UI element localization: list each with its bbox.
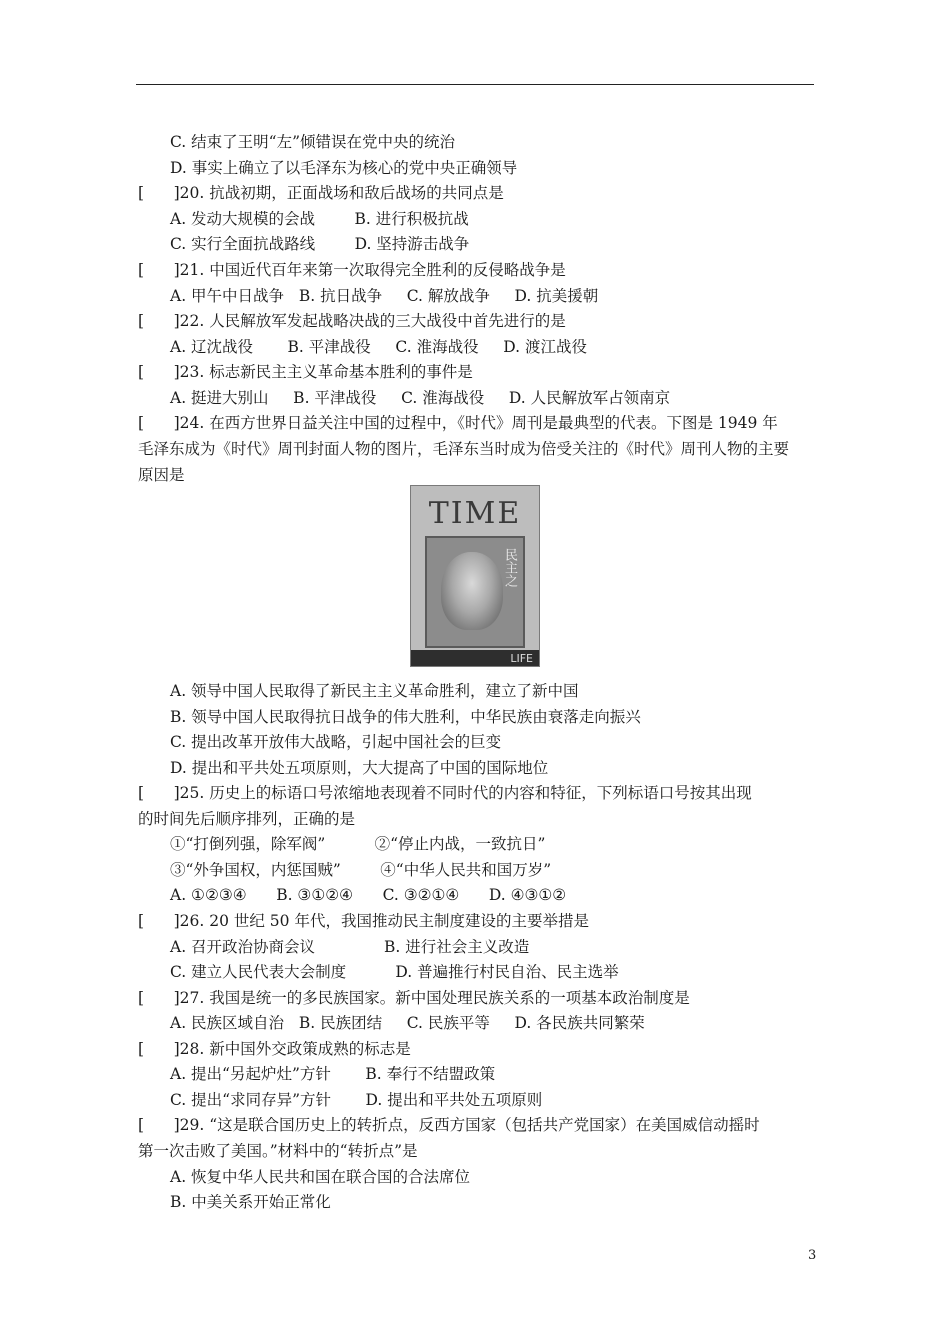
question-28: [ ]28. 新中国外交政策成熟的标志是 bbox=[138, 1040, 411, 1058]
option-line: A. 甲午中日战争 B. 抗日战争 C. 解放战争 D. 抗美援朝 bbox=[170, 287, 599, 305]
option-line: B. 领导中国人民取得抗日战争的伟大胜利，中华民族由衰落走向振兴 bbox=[170, 708, 641, 726]
question-22: [ ]22. 人民解放军发起战略决战的三大战役中首先进行的是 bbox=[138, 312, 566, 330]
question-25-cont: 的时间先后顺序排列，正确的是 bbox=[138, 810, 356, 828]
option-line: A. 提出“另起炉灶”方针 B. 奉行不结盟政策 bbox=[170, 1065, 496, 1083]
option-line: A. 领导中国人民取得了新民主主义革命胜利，建立了新中国 bbox=[170, 682, 579, 700]
option-line: A. 发动大规模的会战 B. 进行积极抗战 bbox=[170, 210, 469, 228]
slogan-line: ③“外争国权，内惩国贼” ④“中华人民共和国万岁” bbox=[170, 861, 552, 879]
option-line: C. 结束了王明“左”倾错误在党中央的统治 bbox=[170, 133, 456, 151]
option-line: A. 恢复中华人民共和国在联合国的合法席位 bbox=[170, 1168, 471, 1186]
cover-strip bbox=[411, 650, 539, 666]
option-line: D. 事实上确立了以毛泽东为核心的党中央正确领导 bbox=[170, 159, 518, 177]
question-24-cont: 毛泽东成为《时代》周刊封面人物的图片，毛泽东当时成为倍受关注的《时代》周刊人物的主要 bbox=[138, 440, 790, 458]
question-23: [ ]23. 标志新民主主义革命基本胜利的事件是 bbox=[138, 363, 473, 381]
question-24: [ ]24. 在西方世界日益关注中国的过程中，《时代》周刊是最典型的代表。下图是 1949 年 bbox=[138, 414, 778, 432]
option-line: A. 挺进大别山 B. 平津战役 C. 淮海战役 D. 人民解放军占领南京 bbox=[170, 389, 671, 407]
question-29: [ ]29. “这是联合国历史上的转折点，反西方国家（包括共产党国家）在美国威信动摇时 bbox=[138, 1116, 760, 1134]
option-line: C. 建立人民代表大会制度 D. 普遍推行村民自治、民主选举 bbox=[170, 963, 619, 981]
question-26: [ ]26. 20 世纪 50 年代，我国推动民主制度建设的主要举措是 bbox=[138, 912, 589, 930]
question-27: [ ]27. 我国是统一的多民族国家。新中国处理民族关系的一项基本政治制度是 bbox=[138, 989, 690, 1007]
option-line: C. 提出改革开放伟大战略，引起中国社会的巨变 bbox=[170, 733, 502, 751]
question-24-cont: 原因是 bbox=[138, 466, 185, 484]
option-line: B. 中美关系开始正常化 bbox=[170, 1193, 331, 1211]
option-line: A. 辽沈战役 B. 平津战役 C. 淮海战役 D. 渡江战役 bbox=[170, 338, 587, 356]
option-line: C. 实行全面抗战路线 D. 坚持游击战争 bbox=[170, 235, 470, 253]
slogan-line: ①“打倒列强，除军阀” ②“停止内战，一致抗日” bbox=[170, 835, 546, 853]
portrait-image bbox=[441, 552, 503, 630]
time-magazine-cover-image bbox=[410, 485, 540, 667]
option-line: C. 提出“求同存异”方针 D. 提出和平共处五项原则 bbox=[170, 1091, 543, 1109]
cover-brand: TIME bbox=[428, 496, 522, 531]
cover-script: 民主之 bbox=[502, 548, 517, 587]
option-line: A. ①②③④ B. ③①②④ C. ③②①④ D. ④③①② bbox=[170, 886, 567, 904]
cover-strip-text: LIFE bbox=[510, 652, 533, 665]
option-line: A. 召开政治协商会议 B. 进行社会主义改造 bbox=[170, 938, 530, 956]
question-20: [ ]20. 抗战初期，正面战场和敌后战场的共同点是 bbox=[138, 184, 504, 202]
option-line: A. 民族区域自治 B. 民族团结 C. 民族平等 D. 各民族共同繁荣 bbox=[170, 1014, 645, 1032]
page-number: 3 bbox=[808, 1248, 817, 1263]
question-29-cont: 第一次击败了美国。”材料中的“转折点”是 bbox=[138, 1142, 418, 1160]
cover-portrait-frame bbox=[425, 536, 525, 648]
option-line: D. 提出和平共处五项原则，大大提高了中国的国际地位 bbox=[170, 759, 549, 777]
header-rule bbox=[136, 84, 814, 85]
question-25: [ ]25. 历史上的标语口号浓缩地表现着不同时代的内容和特征，下列标语口号按其出现 bbox=[138, 784, 752, 802]
question-21: [ ]21. 中国近代百年来第一次取得完全胜利的反侵略战争是 bbox=[138, 261, 566, 279]
